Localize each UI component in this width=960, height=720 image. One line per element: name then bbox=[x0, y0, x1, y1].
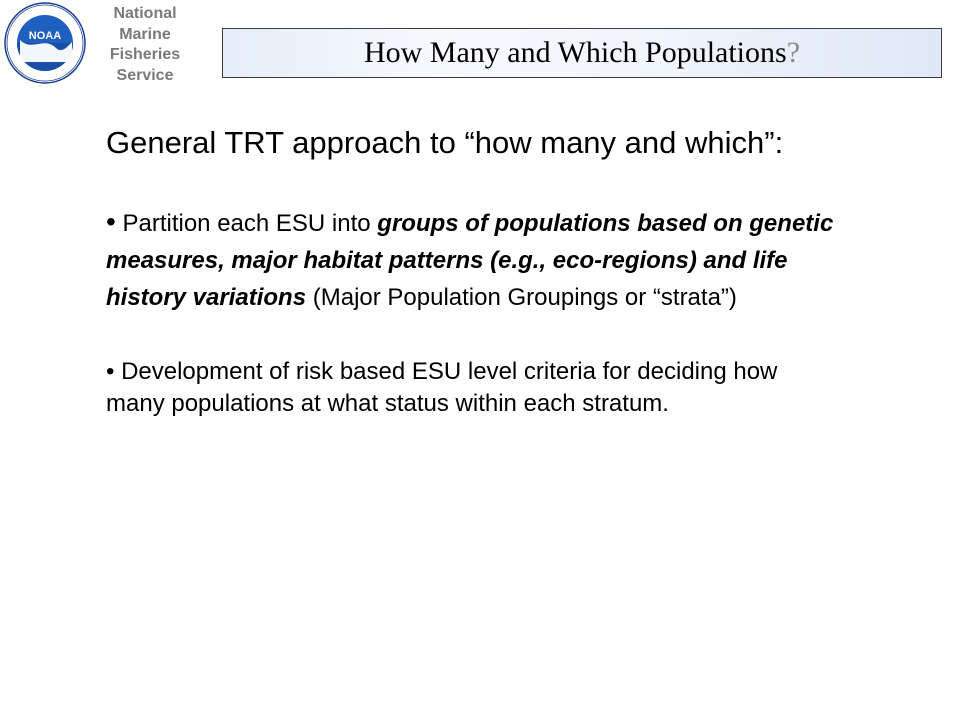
org-name bbox=[84, 4, 206, 86]
bullet-marker: • bbox=[106, 206, 116, 237]
bullet-lead-text: Partition each ESU into bbox=[115, 210, 378, 237]
org-line: Service bbox=[116, 66, 174, 84]
logo-text: NOAA bbox=[28, 30, 62, 42]
slide-body bbox=[106, 120, 836, 420]
bullet-marker: • bbox=[106, 358, 115, 385]
bullet-item-development bbox=[106, 356, 836, 420]
bullet-tail-text: (Major Population Groupings or “strata”) bbox=[306, 284, 737, 311]
org-line: Marine bbox=[119, 25, 171, 43]
title-question-mark: ? bbox=[786, 36, 801, 69]
noaa-logo bbox=[4, 2, 86, 84]
bullet-item-partition bbox=[106, 203, 836, 316]
bullet-text: Development of risk based ESU level criteria for deciding how many populations at what status within each stratum. bbox=[106, 358, 778, 417]
bullet-emphasis-text: groups of populations based on genetic measures, major habitat patterns (e.g., eco-regions) and life history variations bbox=[106, 210, 834, 311]
org-line: Fisheries bbox=[109, 46, 181, 63]
section-heading: General TRT approach to “how many and which”: bbox=[106, 125, 784, 160]
page-title bbox=[364, 36, 800, 70]
title-main: How Many and Which Populations bbox=[363, 36, 787, 69]
title-banner bbox=[222, 28, 942, 78]
org-line: National bbox=[113, 5, 177, 22]
